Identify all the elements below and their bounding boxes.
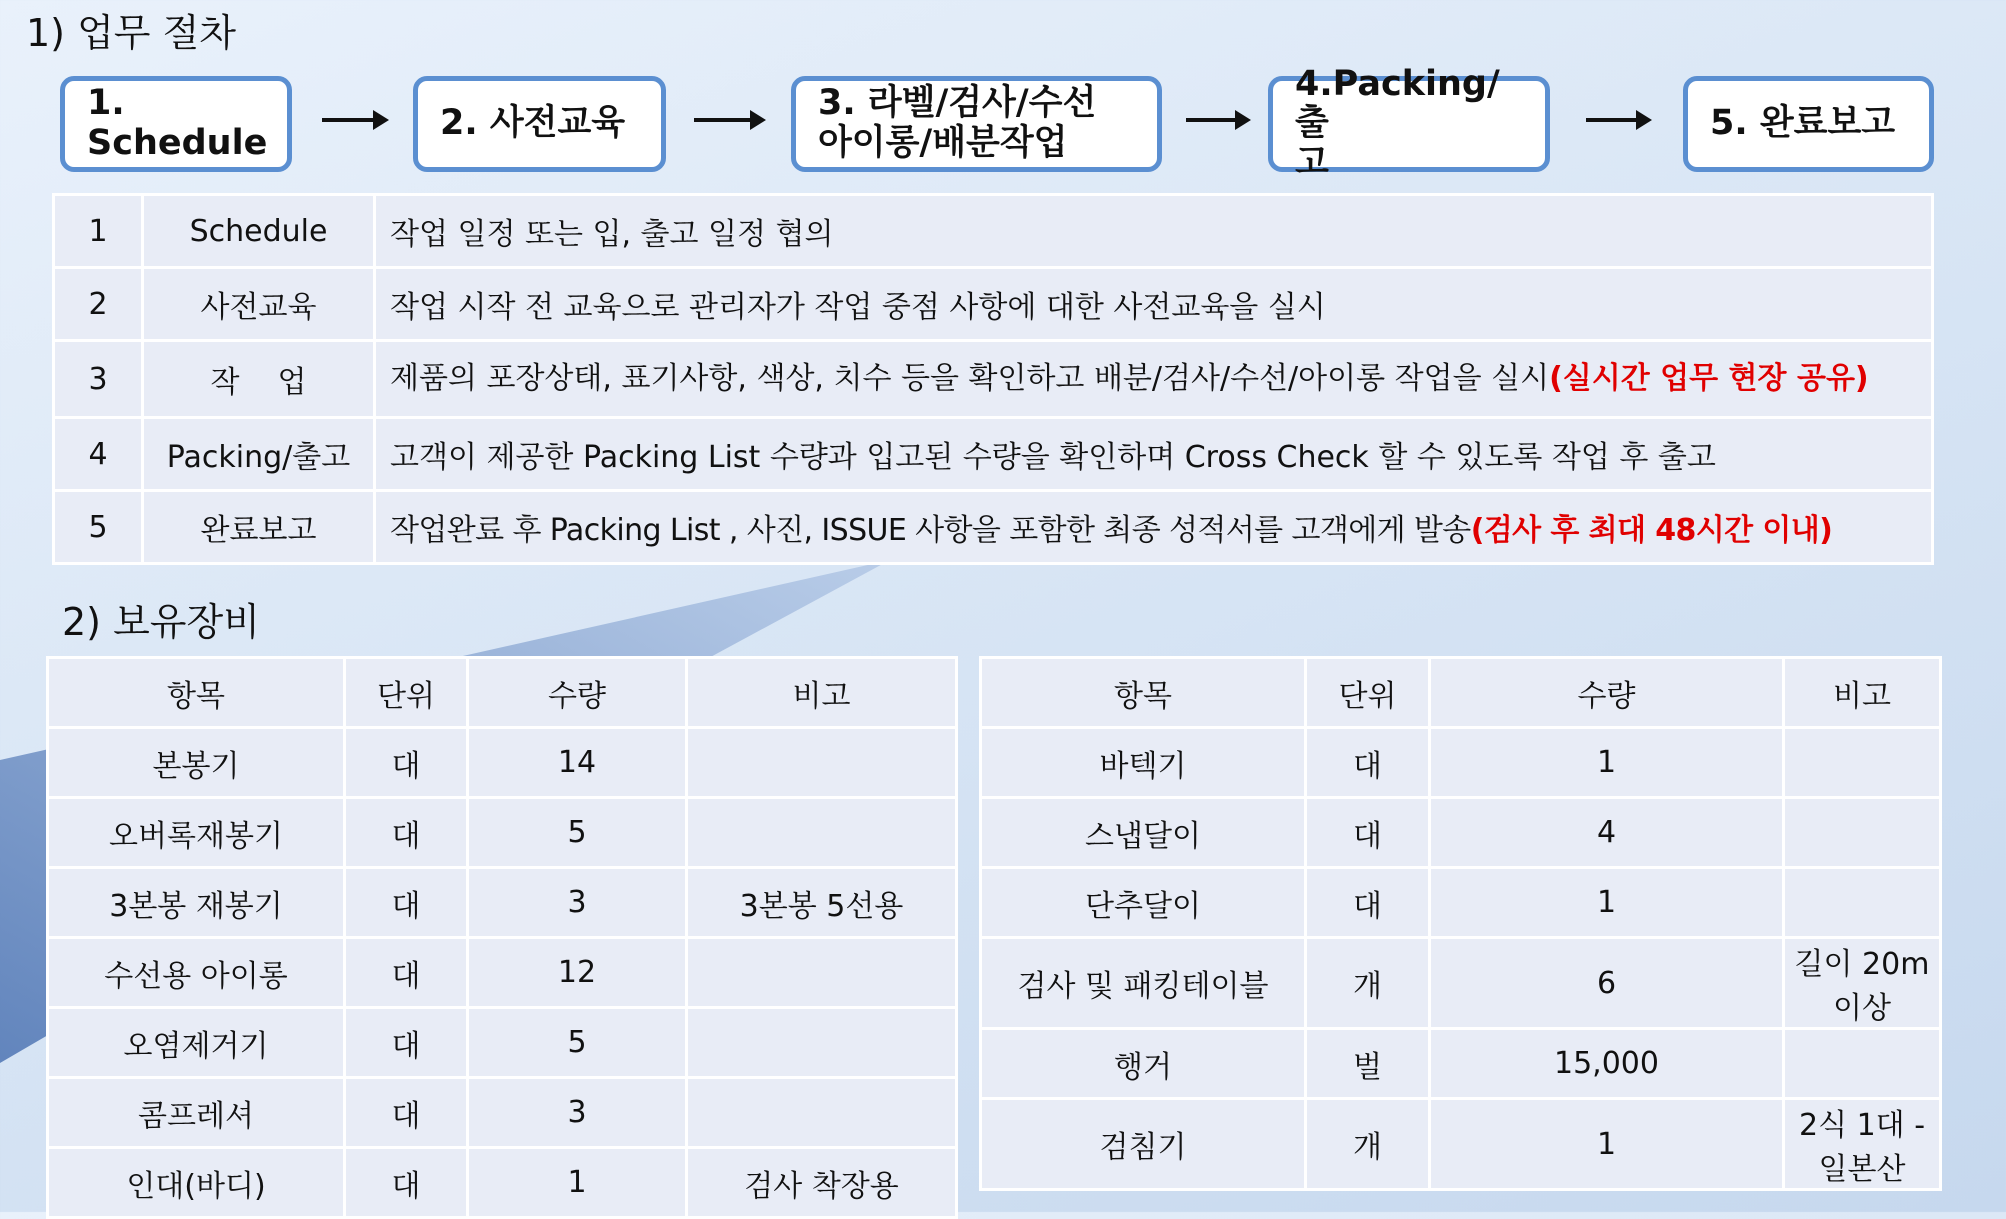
quantity-cell: 1 bbox=[468, 1148, 687, 1218]
quantity-cell: 3 bbox=[468, 868, 687, 938]
item-cell: 행거 bbox=[981, 1029, 1306, 1099]
step-label: 2. 사전교육 bbox=[440, 103, 626, 144]
highlight-note: (실시간 업무 현장 공유) bbox=[1549, 361, 1869, 397]
item-cell: 단추달이 bbox=[981, 868, 1306, 938]
item-cell: 3본봉 재봉기 bbox=[48, 868, 345, 938]
quantity-cell: 5 bbox=[468, 1008, 687, 1078]
unit-cell: 대 bbox=[345, 1008, 468, 1078]
unit-cell: 대 bbox=[345, 1148, 468, 1218]
quantity-cell: 1 bbox=[1430, 1099, 1784, 1190]
step-schedule bbox=[60, 76, 292, 172]
table-row bbox=[981, 728, 1941, 798]
note-cell bbox=[687, 1078, 957, 1148]
step-name: Packing/출고 bbox=[143, 418, 375, 491]
step-report bbox=[1683, 76, 1934, 172]
step-name: 완료보고 bbox=[143, 491, 375, 564]
row-number: 4 bbox=[54, 418, 143, 491]
step-label: 1. Schedule bbox=[87, 83, 268, 163]
table-row bbox=[48, 728, 957, 798]
quantity-cell: 4 bbox=[1430, 798, 1784, 868]
step-name: Schedule bbox=[143, 195, 375, 268]
item-cell: 검침기 bbox=[981, 1099, 1306, 1190]
unit-cell: 대 bbox=[1306, 728, 1430, 798]
section-2-title: 2) 보유장비 bbox=[62, 600, 260, 644]
step-label: 5. 완료보고 bbox=[1710, 103, 1896, 144]
table-row bbox=[54, 268, 1933, 341]
table-row bbox=[981, 938, 1941, 1029]
table-row bbox=[54, 341, 1933, 418]
quantity-cell: 14 bbox=[468, 728, 687, 798]
table-row bbox=[981, 798, 1941, 868]
note-cell bbox=[687, 728, 957, 798]
unit-cell: 대 bbox=[1306, 868, 1430, 938]
unit-cell: 벌 bbox=[1306, 1029, 1430, 1099]
step-name: 작 업 bbox=[143, 341, 375, 418]
description-text: 작업완료 후 Packing List , 사진, ISSUE 사항을 포함한 최종 성적서를 고객에게 발송 bbox=[390, 513, 1471, 548]
note-cell bbox=[1784, 1029, 1941, 1099]
item-cell: 인대(바디) bbox=[48, 1148, 345, 1218]
table-row bbox=[48, 798, 957, 868]
table-row bbox=[981, 1099, 1941, 1190]
column-header: 항목 bbox=[981, 658, 1306, 728]
column-header: 수량 bbox=[1430, 658, 1784, 728]
step-pre-education bbox=[413, 76, 666, 172]
quantity-cell: 1 bbox=[1430, 868, 1784, 938]
description-text: 작업 일정 또는 입, 출고 일정 협의 bbox=[390, 217, 834, 252]
row-number: 1 bbox=[54, 195, 143, 268]
note-cell: 길이 20m 이상 bbox=[1784, 938, 1941, 1029]
table-row bbox=[54, 491, 1933, 564]
arrow-icon bbox=[322, 118, 377, 122]
note-cell bbox=[687, 938, 957, 1008]
column-header: 항목 bbox=[48, 658, 345, 728]
unit-cell: 대 bbox=[345, 728, 468, 798]
step-label: 3. 라벨/검사/수선 아이롱/배분작업 bbox=[818, 83, 1097, 163]
step-packing bbox=[1268, 63, 1550, 183]
description-text: 제품의 포장상태, 표기사항, 색상, 치수 등을 확인하고 배분/검사/수선/아이롱 작업을 실시 bbox=[390, 361, 1550, 397]
item-cell: 본봉기 bbox=[48, 728, 345, 798]
unit-cell: 개 bbox=[1306, 1099, 1430, 1190]
step-description bbox=[375, 268, 1933, 341]
note-cell bbox=[1784, 798, 1941, 868]
process-table bbox=[52, 193, 1934, 565]
unit-cell: 대 bbox=[345, 798, 468, 868]
table-header-row bbox=[48, 658, 957, 728]
column-header: 비고 bbox=[687, 658, 957, 728]
quantity-cell: 15,000 bbox=[1430, 1029, 1784, 1099]
arrow-icon bbox=[694, 118, 754, 122]
row-number: 2 bbox=[54, 268, 143, 341]
table-row bbox=[48, 1008, 957, 1078]
unit-cell: 대 bbox=[345, 938, 468, 1008]
column-header: 단위 bbox=[1306, 658, 1430, 728]
quantity-cell: 1 bbox=[1430, 728, 1784, 798]
table-row bbox=[48, 1148, 957, 1218]
note-cell bbox=[687, 1008, 957, 1078]
item-cell: 콤프레셔 bbox=[48, 1078, 345, 1148]
table-row bbox=[54, 195, 1933, 268]
quantity-cell: 5 bbox=[468, 798, 687, 868]
step-name: 사전교육 bbox=[143, 268, 375, 341]
description-text: 고객이 제공한 Packing List 수량과 입고된 수량을 확인하며 Cross Check 할 수 있도록 작업 후 출고 bbox=[390, 440, 1716, 475]
item-cell: 바텍기 bbox=[981, 728, 1306, 798]
quantity-cell: 3 bbox=[468, 1078, 687, 1148]
unit-cell: 대 bbox=[1306, 798, 1430, 868]
quantity-cell: 6 bbox=[1430, 938, 1784, 1029]
step-description bbox=[375, 341, 1933, 418]
unit-cell: 대 bbox=[345, 1078, 468, 1148]
step-description bbox=[375, 418, 1933, 491]
item-cell: 검사 및 패킹테이블 bbox=[981, 938, 1306, 1029]
row-number: 5 bbox=[54, 491, 143, 564]
quantity-cell: 12 bbox=[468, 938, 687, 1008]
table-header-row bbox=[981, 658, 1941, 728]
step-work bbox=[791, 76, 1162, 172]
table-row bbox=[981, 868, 1941, 938]
note-cell: 검사 착장용 bbox=[687, 1148, 957, 1218]
section-1-title: 1) 업무 절차 bbox=[26, 11, 236, 55]
note-cell: 3본봉 5선용 bbox=[687, 868, 957, 938]
note-cell bbox=[687, 798, 957, 868]
note-cell bbox=[1784, 868, 1941, 938]
highlight-note: (검사 후 최대 48시간 이내) bbox=[1470, 513, 1833, 548]
equipment-table-left bbox=[46, 656, 958, 1219]
item-cell: 수선용 아이롱 bbox=[48, 938, 345, 1008]
description-text: 작업 시작 전 교육으로 관리자가 작업 중점 사항에 대한 사전교육을 실시 bbox=[390, 290, 1326, 325]
item-cell: 오버록재봉기 bbox=[48, 798, 345, 868]
column-header: 수량 bbox=[468, 658, 687, 728]
column-header: 비고 bbox=[1784, 658, 1941, 728]
table-row bbox=[54, 418, 1933, 491]
note-cell: 2식 1대 - 일본산 bbox=[1784, 1099, 1941, 1190]
step-description bbox=[375, 195, 1933, 268]
item-cell: 스냅달이 bbox=[981, 798, 1306, 868]
row-number: 3 bbox=[54, 341, 143, 418]
table-row bbox=[48, 1078, 957, 1148]
equipment-table-right bbox=[979, 656, 1942, 1191]
table-row bbox=[981, 1029, 1941, 1099]
note-cell bbox=[1784, 728, 1941, 798]
column-header: 단위 bbox=[345, 658, 468, 728]
unit-cell: 개 bbox=[1306, 938, 1430, 1029]
item-cell: 오염제거기 bbox=[48, 1008, 345, 1078]
arrow-icon bbox=[1186, 118, 1239, 122]
unit-cell: 대 bbox=[345, 868, 468, 938]
step-description bbox=[375, 491, 1933, 564]
arrow-icon bbox=[1586, 118, 1640, 122]
step-label: 4.Packing/출 고 bbox=[1295, 63, 1500, 183]
table-row bbox=[48, 938, 957, 1008]
table-row bbox=[48, 868, 957, 938]
